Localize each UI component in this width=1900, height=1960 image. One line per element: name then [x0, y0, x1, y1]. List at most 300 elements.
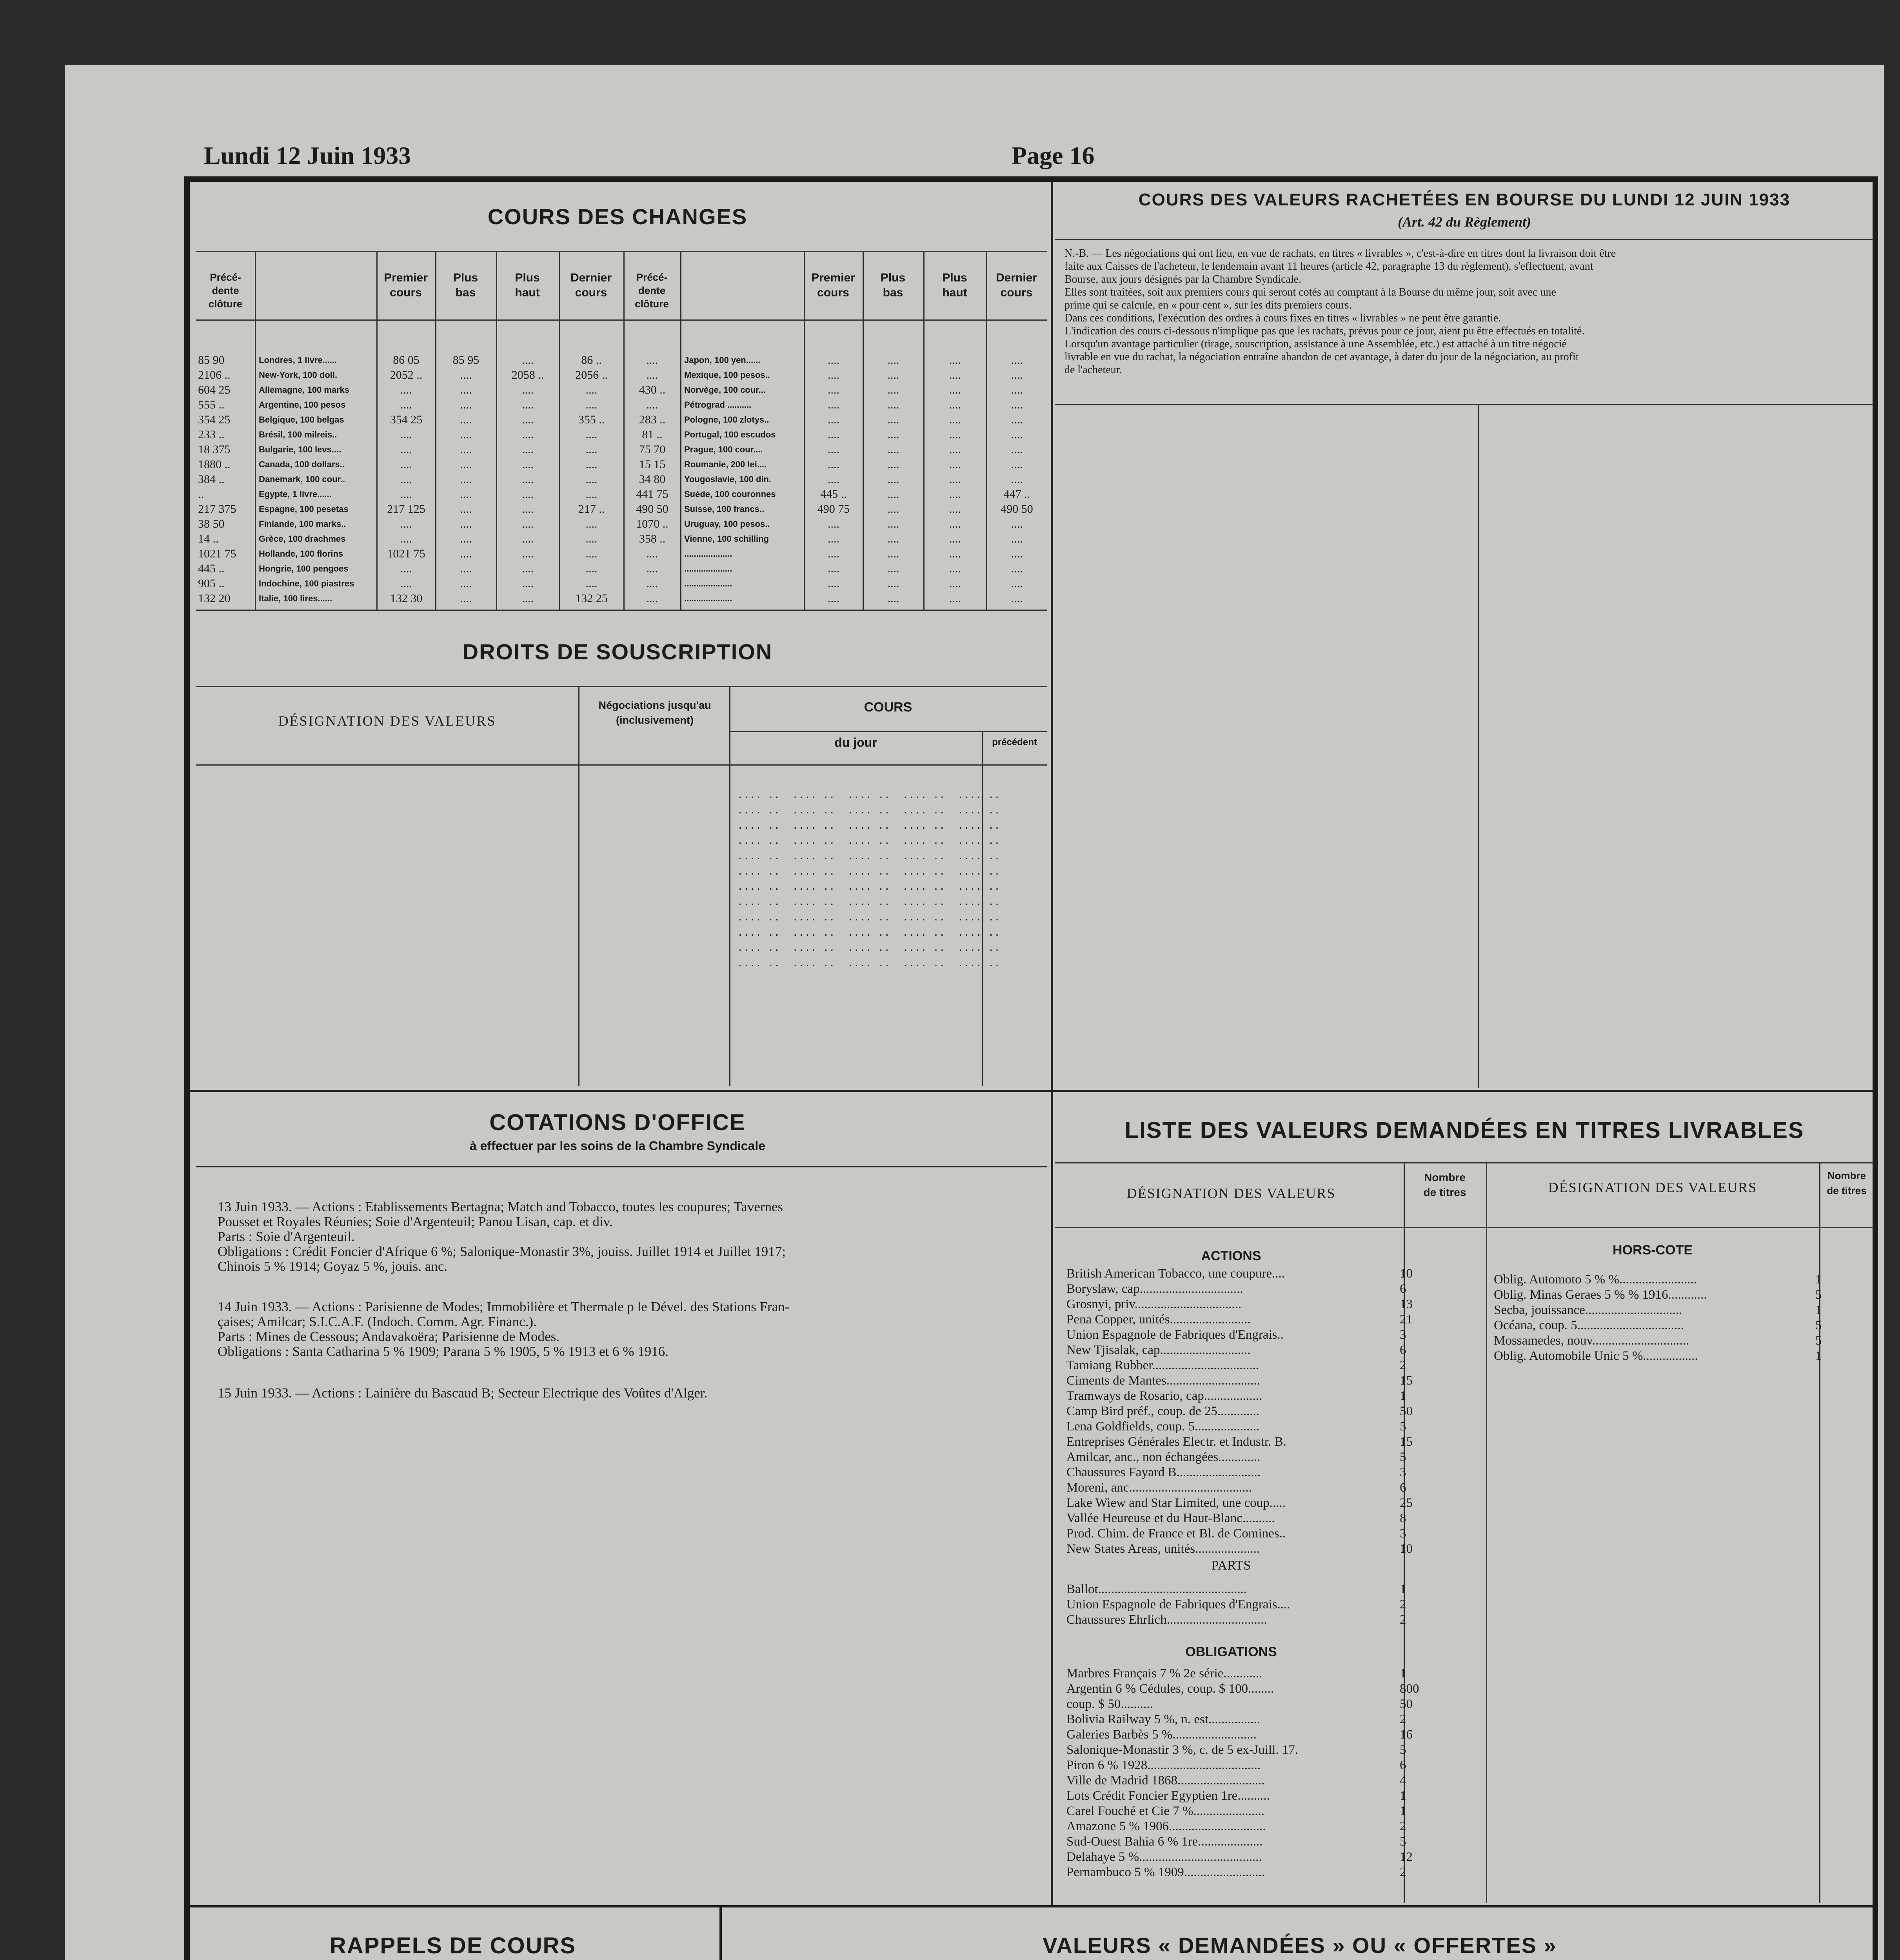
- table-row: [1066, 1450, 1404, 1465]
- row-label: Vallée Heureuse et du Haut-Blanc..........: [1066, 1511, 1275, 1525]
- text-line: ....: [400, 383, 412, 396]
- text-line: ....: [949, 547, 961, 560]
- text-line: ....: [585, 473, 598, 486]
- text-line: ....: [460, 383, 472, 396]
- row-label: Secba, jouissance..............................: [1494, 1303, 1682, 1317]
- text-line: Parts : Mines de Cessous; Andavakoëra; Parisienne de Modes.: [218, 1329, 559, 1344]
- text-line: Danemark, 100 cour..: [259, 474, 345, 484]
- text-line: 2052 ..: [390, 368, 423, 381]
- text-line: ....: [522, 517, 534, 530]
- text-line: 355 ..: [578, 413, 605, 426]
- row-label: Lots Crédit Foncier Egyptien 1re..........: [1066, 1789, 1270, 1803]
- text-line: Suisse, 100 francs..: [684, 504, 765, 514]
- text-line: ....: [887, 368, 899, 381]
- text-line: ....: [646, 562, 658, 575]
- text-line: Japon, 100 yen......: [684, 355, 761, 365]
- text-line: ....: [1011, 592, 1023, 605]
- table-row: [1494, 1272, 1822, 1287]
- text-line: ....: [400, 517, 412, 530]
- text-line: ....................: [684, 579, 732, 588]
- text-line: ....: [887, 577, 899, 590]
- text-line: Vienne, 100 schilling: [684, 534, 769, 544]
- text-line: ....: [522, 398, 534, 411]
- cotations-para-1: [218, 1200, 1041, 1274]
- text-line: ....: [460, 562, 472, 575]
- text-line: ....: [400, 473, 412, 486]
- changes-left-prec: [198, 353, 253, 606]
- text-line: ....: [400, 488, 412, 501]
- text-line: ....: [828, 443, 839, 456]
- table-row: [1066, 1266, 1413, 1281]
- row-label: British American Tobacco, une coupure....: [1066, 1267, 1285, 1281]
- header-prec: Précé- dente clôture: [208, 271, 243, 310]
- text-line: Yougoslavie, 100 din.: [684, 474, 772, 484]
- table-row: [1066, 1865, 1404, 1880]
- section-divider: [187, 1090, 1873, 1092]
- table-row: [1066, 1495, 1413, 1511]
- text-line: Hollande, 100 florins: [259, 549, 343, 559]
- text-line: ....: [522, 354, 534, 367]
- cotations-para-3: [218, 1386, 1041, 1401]
- text-line: ....: [522, 592, 534, 605]
- rachetees-note: [1064, 247, 1872, 376]
- text-line: ....: [828, 547, 839, 560]
- rappels-title: RAPPELS DE COURS: [329, 1933, 576, 1958]
- text-line: ....: [887, 488, 899, 501]
- text-line: 2056 ..: [575, 368, 608, 381]
- text-line: ....: [887, 592, 899, 605]
- changes-title: COURS DES CHANGES: [487, 204, 748, 229]
- text-line: çaises; Amilcar; S.I.C.A.F. (Indoch. Comm. Agr. Financ.).: [218, 1314, 537, 1329]
- row-value: 8: [1400, 1511, 1406, 1525]
- row-value: 6: [1400, 1282, 1406, 1296]
- text-line: 81 ..: [642, 428, 663, 441]
- row-value: 2: [1400, 1597, 1406, 1612]
- row-value: 21: [1400, 1312, 1413, 1327]
- table-row: [1066, 1281, 1404, 1297]
- cotations-subtitle: à effectuer par les soins de la Chambre Syndicale: [469, 1139, 766, 1153]
- text-line: ....: [460, 592, 472, 605]
- text-line: ....: [949, 577, 961, 590]
- text-line: ....: [949, 428, 961, 441]
- text-line: ....: [1011, 368, 1023, 381]
- text-line: 354 25: [198, 413, 231, 426]
- row-label: Galeries Barbès 5 %..........................: [1066, 1728, 1257, 1742]
- text-line: ....: [400, 458, 412, 471]
- header-plus-haut: Plus haut: [515, 271, 540, 299]
- text-line: Espagne, 100 pesetas: [259, 504, 349, 514]
- text-line: ....: [949, 503, 961, 515]
- table-row: [1066, 1434, 1413, 1450]
- text-line: ....: [949, 368, 961, 381]
- text-line: 2106 ..: [198, 368, 231, 381]
- header-dernier-right: Dernier cours: [995, 271, 1037, 299]
- row-value: 4: [1400, 1773, 1406, 1788]
- row-value: 15: [1400, 1374, 1413, 1388]
- text-line: ....: [887, 473, 899, 486]
- header-du-jour: du jour: [834, 735, 877, 750]
- text-line: ....: [828, 532, 839, 545]
- row-label: Tramways de Rosario, cap..................: [1066, 1389, 1262, 1403]
- text-line: ....: [522, 562, 534, 575]
- text-line: prime qui se calcule, en « pour cent », sur les dits premiers cours.: [1064, 299, 1352, 311]
- text-line: ....: [646, 592, 658, 605]
- text-line: Dans ces conditions, l'exécution des ordres à cours fixes en titres « livrables » ne peut être garantie.: [1064, 312, 1501, 324]
- text-line: 447 ..: [1003, 488, 1030, 501]
- text-line: 430 ..: [639, 383, 666, 396]
- row-value: 13: [1400, 1297, 1413, 1311]
- text-line: ....................: [684, 593, 732, 603]
- text-line: ....: [1011, 473, 1023, 486]
- row-label: Chaussures Ehrlich...............................: [1066, 1613, 1267, 1627]
- row-label: Pena Copper, unités.........................: [1066, 1312, 1251, 1327]
- changes-right-premier: [805, 353, 863, 606]
- text-line: 14 Juin 1933. — Actions : Parisienne de Modes; Immobilière et Thermale p le Dével. des Stations Fran-: [218, 1299, 790, 1314]
- text-line: 38 50: [198, 517, 225, 530]
- text-line: ....: [585, 547, 598, 560]
- text-line: ....: [828, 592, 839, 605]
- row-label: Amilcar, anc., non échangées.............: [1066, 1450, 1261, 1464]
- text-line: 445 ..: [820, 488, 847, 501]
- row-label: Océana, coup. 5.................................: [1494, 1318, 1684, 1332]
- livrables-obligations: [1066, 1666, 1419, 1880]
- text-line: ....: [522, 458, 534, 471]
- row-value: 50: [1400, 1697, 1413, 1711]
- text-line: 555 ..: [198, 398, 225, 411]
- text-line: ....: [585, 577, 598, 590]
- row-label: Marbres Français 7 % 2e série............: [1066, 1666, 1262, 1681]
- row-label: Boryslaw, cap................................: [1066, 1282, 1243, 1296]
- row-label: Delahaye 5 %......................................: [1066, 1850, 1262, 1864]
- text-line: 233 ..: [198, 428, 225, 441]
- livrables-title: LISTE DES VALEURS DEMANDÉES EN TITRES LIVRABLES: [1124, 1118, 1804, 1143]
- row-label: Tamiang Rubber.................................: [1066, 1358, 1259, 1372]
- row-value: 2: [1400, 1819, 1406, 1833]
- table-row: [1494, 1303, 1822, 1318]
- header-designation: DÉSIGNATION DES VALEURS: [1126, 1185, 1336, 1201]
- text-line: ....: [1011, 428, 1023, 441]
- text-line: ....: [828, 562, 839, 575]
- row-label: Ciments de Mantes.............................: [1066, 1374, 1261, 1388]
- section-divider: [187, 1905, 1873, 1907]
- text-line: ....: [585, 428, 598, 441]
- hors-cote-label: HORS-COTE: [1613, 1243, 1693, 1258]
- text-line: ....................: [684, 564, 732, 573]
- text-line: ....: [646, 547, 658, 560]
- header-plus-bas: Plus bas: [453, 271, 478, 299]
- column-divider: [719, 1907, 722, 1960]
- text-line: ....: [949, 458, 961, 471]
- row-value: 10: [1400, 1267, 1413, 1281]
- text-line: 1021 75: [198, 547, 236, 560]
- text-line: Bulgarie, 100 levs....: [259, 445, 341, 454]
- text-line: ....: [828, 428, 839, 441]
- table-row: [1066, 1297, 1413, 1312]
- text-line: ....: [400, 577, 412, 590]
- text-line: livrable en vue du rachat, la négociation entraîne abandon de cet avantage, à dater du jour de la négociation, au profit: [1064, 351, 1579, 363]
- row-label: Sud-Ouest Bahia 6 % 1re....................: [1066, 1835, 1263, 1849]
- changes-left-bas: [436, 353, 496, 606]
- text-line: ....: [460, 428, 472, 441]
- row-label: coup. $ 50..........: [1066, 1697, 1153, 1711]
- changes-right-dernier: [987, 353, 1047, 606]
- rachetees-title: COURS DES VALEURS RACHETÉES EN BOURSE DU LUNDI 12 JUIN 1933: [1138, 190, 1791, 209]
- text-line: Pologne, 100 zlotys..: [684, 415, 769, 425]
- header-designation-2: DÉSIGNATION DES VALEURS: [1548, 1180, 1757, 1195]
- table-row: [1066, 1582, 1404, 1597]
- text-line: ....: [585, 532, 598, 545]
- text-line: ....: [949, 488, 961, 501]
- text-line: ....: [949, 562, 961, 575]
- text-line: 18 375: [198, 443, 231, 456]
- text-line: 15 Juin 1933. — Actions : Lainière du Bascaud B; Secteur Electrique des Voûtes d'Alger.: [218, 1385, 708, 1401]
- text-line: Hongrie, 100 pengoes: [259, 564, 349, 573]
- text-line: ....: [460, 458, 472, 471]
- demandees-title: VALEURS « DEMANDÉES » OU « OFFERTES »: [1043, 1933, 1557, 1958]
- obligations-label: OBLIGATIONS: [1185, 1644, 1277, 1659]
- table-row: [1066, 1388, 1404, 1404]
- text-line: Parts : Soie d'Argenteuil.: [218, 1229, 355, 1244]
- text-line: 132 30: [390, 592, 423, 605]
- text-line: ....: [646, 577, 658, 590]
- text-line: Brésil, 100 milreis..: [259, 430, 337, 439]
- text-line: 85 90: [198, 354, 225, 367]
- changes-left-names: [259, 353, 374, 606]
- text-line: ....: [949, 354, 961, 367]
- row-label: Pernambuco 5 % 1909.........................: [1066, 1865, 1265, 1879]
- text-line: 1021 75: [387, 547, 425, 560]
- text-line: ....: [887, 503, 899, 515]
- text-line: Pétrograd ..........: [684, 400, 752, 410]
- text-line: 354 25: [390, 413, 423, 426]
- text-line: ....: [646, 354, 658, 367]
- text-line: ....: [828, 383, 839, 396]
- table-row: [1494, 1318, 1822, 1333]
- header-cours: COURS: [864, 700, 912, 715]
- row-label: New Tjisalak, cap............................: [1066, 1343, 1251, 1357]
- changes-left-haut: [497, 353, 559, 606]
- changes-right-prec: [624, 353, 680, 606]
- text-line: Egypte, 1 livre......: [259, 489, 332, 499]
- row-label: Entreprises Générales Electr. et Industr. B.: [1066, 1435, 1286, 1449]
- livrables-actions: [1066, 1266, 1413, 1557]
- row-label: Union Espagnole de Fabriques d'Engrais....: [1066, 1597, 1290, 1612]
- cotations-title: COTATIONS D'OFFICE: [489, 1110, 746, 1135]
- text-line: Londres, 1 livre......: [259, 355, 337, 365]
- row-value: 1: [1815, 1349, 1822, 1363]
- row-label: Ballot..............................................: [1066, 1582, 1247, 1596]
- table-row: [1066, 1465, 1404, 1480]
- text-line: 75 70: [639, 443, 666, 456]
- text-line: Obligations : Santa Catharina 5 % 1909; Parana 5 % 1905, 5 % 1913 et 6 % 1916.: [218, 1344, 668, 1359]
- text-line: ....: [1011, 443, 1023, 456]
- row-value: 5: [1400, 1835, 1406, 1849]
- changes-right-haut: [924, 353, 986, 606]
- text-line: 905 ..: [198, 577, 225, 590]
- row-label: Ville de Madrid 1868...........................: [1066, 1773, 1265, 1788]
- row-label: Camp Bird préf., coup. de 25.............: [1066, 1404, 1260, 1418]
- column-divider: [1051, 178, 1053, 1907]
- livrables-hors-cote: [1494, 1272, 1822, 1364]
- row-label: Oblig. Automoto 5 % %........................: [1494, 1272, 1697, 1287]
- table-row: [1066, 1511, 1404, 1526]
- table-row: [1066, 1480, 1404, 1495]
- text-line: ....: [949, 398, 961, 411]
- table-row: [1066, 1849, 1413, 1865]
- text-line: ....: [522, 488, 534, 501]
- text-line: Allemagne, 100 marks: [259, 385, 350, 395]
- text-line: Belgique, 100 belgas: [259, 415, 344, 425]
- text-line: ....: [887, 458, 899, 471]
- text-line: 384 ..: [198, 473, 225, 486]
- text-line: ....: [522, 503, 534, 515]
- table-row: [1066, 1819, 1404, 1834]
- text-line: ....: [1011, 577, 1023, 590]
- text-line: ....: [1011, 517, 1023, 530]
- text-line: ....: [887, 398, 899, 411]
- text-line: ....: [1011, 413, 1023, 426]
- text-line: ....: [460, 443, 472, 456]
- text-line: Roumanie, 200 lei....: [684, 459, 767, 469]
- text-line: N.-B. — Les négociations qui ont lieu, en vue de rachats, en titres « livrables », c'est-à-dire en titres dont la livraison doit être: [1064, 247, 1616, 260]
- text-line: Bourse, aux jours désignés par la Chambre Syndicale.: [1064, 273, 1302, 285]
- row-value: 16: [1400, 1728, 1413, 1742]
- text-line: ....: [828, 577, 839, 590]
- rachetees-subtitle: (Art. 42 du Règlement): [1398, 214, 1531, 230]
- header-prec-right: Précé- dente clôture: [635, 271, 669, 310]
- header-negociations: Négociations jusqu'au (inclusivement): [598, 699, 711, 726]
- row-label: New States Areas, unités....................: [1066, 1542, 1260, 1556]
- row-value: 2: [1400, 1865, 1406, 1879]
- text-line: ....: [460, 368, 472, 381]
- row-value: 3: [1400, 1526, 1406, 1541]
- text-line: ....: [460, 517, 472, 530]
- row-label: Chaussures Fayard B..........................: [1066, 1465, 1261, 1479]
- text-line: Finlande, 100 marks..: [259, 519, 346, 529]
- text-line: Grèce, 100 drachmes: [259, 534, 346, 544]
- actions-label: ACTIONS: [1201, 1249, 1261, 1263]
- row-value: 2: [1400, 1613, 1406, 1627]
- text-line: ....: [585, 517, 598, 530]
- text-line: 217 375: [198, 503, 236, 515]
- table-row: [1066, 1834, 1404, 1849]
- row-label: Argentin 6 % Cédules, coup. $ 100........: [1066, 1682, 1274, 1696]
- text-line: 441 75: [636, 488, 668, 501]
- row-value: 800: [1400, 1682, 1419, 1696]
- text-line: ....: [585, 562, 598, 575]
- page-date: Lundi 12 Juin 1933: [204, 142, 411, 169]
- header-premier-right: Premier cours: [811, 271, 855, 299]
- row-label: Piron 6 % 1928...................................: [1066, 1758, 1261, 1772]
- row-label: Union Espagnole de Fabriques d'Engrais..: [1066, 1328, 1284, 1342]
- text-line: Chinois 5 % 1914; Goyaz 5 %, jouis. anc.: [218, 1259, 448, 1274]
- table-row: [1066, 1597, 1404, 1612]
- row-value: 2: [1400, 1358, 1406, 1372]
- table-row: [1066, 1419, 1404, 1434]
- row-value: 5: [1815, 1318, 1822, 1332]
- text-line: ....: [400, 532, 412, 545]
- text-line: 1880 ..: [198, 458, 231, 471]
- text-line: ....: [1011, 354, 1023, 367]
- row-value: 12: [1400, 1850, 1413, 1864]
- header-precedent: précédent: [992, 737, 1037, 748]
- row-value: 6: [1400, 1481, 1406, 1495]
- text-line: Argentine, 100 pesos: [259, 400, 346, 410]
- row-value: 1: [1815, 1303, 1822, 1317]
- empty-dot-leaders: .... .. .... .. .... .. .... .. .... .. .... .. .... .. .... .. .... .. .... .. .... .. .... .. .... .. .... .. .... .. .... .. .... .. .... .. .... .. .... .. .... .. .... .. .... .. .... .. .... .. .... .. .... .. .... .. .... .. .... .. .... .. .... .. .... .. .... .. .... .. .... .. .... .. .... .. .... .. .... .. .... .. .... .. .... .. .... .. .... .. .... .. .... .. .... .. .... .. .... .. .... .. .... .. .... .. .... .. .... .. .... .. .... .. .... .. .... .. .... ..: [737, 789, 1000, 969]
- text-line: 490 75: [817, 503, 850, 515]
- text-line: Elles sont traitées, soit aux premiers cours qui seront cotés au comptant à la Bourse du même jour, soit avec une: [1064, 286, 1556, 298]
- header-dernier: Dernier cours: [570, 271, 612, 299]
- text-line: ....: [460, 488, 472, 501]
- text-line: ....: [400, 428, 412, 441]
- text-line: Portugal, 100 escudos: [684, 430, 776, 439]
- text-line: ....: [585, 443, 598, 456]
- text-line: ....: [585, 383, 598, 396]
- cotations-para-2: [218, 1299, 1041, 1359]
- text-line: ....: [460, 547, 472, 560]
- table-row: [1494, 1287, 1822, 1303]
- text-line: 132 25: [575, 592, 608, 605]
- text-line: Italie, 100 lires......: [259, 593, 332, 603]
- text-line: Mexique, 100 pesos..: [684, 370, 770, 380]
- changes-right-bas: [863, 353, 923, 606]
- text-line: de l'acheteur.: [1064, 364, 1122, 376]
- text-line: ....: [887, 413, 899, 426]
- text-line: ....: [460, 398, 472, 411]
- table-row: [1066, 1773, 1404, 1788]
- row-label: Amazone 5 % 1906..............................: [1066, 1819, 1266, 1833]
- text-line: 13 Juin 1933. — Actions : Etablissements Bertagna; Match and Tobacco, toutes les coupures; Tavernes: [218, 1199, 783, 1214]
- row-label: Lake Wiew and Star Limited, une coup.....: [1066, 1496, 1286, 1510]
- text-line: Canada, 100 dollars..: [259, 459, 345, 469]
- text-line: ....: [460, 503, 472, 515]
- text-line: ....: [828, 354, 839, 367]
- table-row: [1066, 1612, 1404, 1628]
- text-line: ....: [949, 473, 961, 486]
- text-line: Suède, 100 couronnes: [684, 489, 776, 499]
- row-label: Mossamedes, nouv..............................: [1494, 1334, 1689, 1348]
- table-row: [1066, 1404, 1413, 1419]
- text-line: 86 ..: [581, 354, 602, 367]
- changes-right-names: [684, 353, 802, 606]
- text-line: ....: [522, 443, 534, 456]
- page-number: Page 16: [1012, 142, 1095, 169]
- text-line: 358 ..: [639, 532, 666, 545]
- text-line: ....: [522, 532, 534, 545]
- row-value: 6: [1400, 1343, 1406, 1357]
- row-value: 5: [1400, 1450, 1406, 1464]
- text-line: Prague, 100 cour....: [684, 445, 763, 454]
- row-value: 5: [1400, 1419, 1406, 1434]
- header-nombre: Nombre de titres: [1423, 1171, 1466, 1198]
- text-line: ....: [949, 517, 961, 530]
- text-line: ....: [460, 532, 472, 545]
- text-line: ....: [949, 443, 961, 456]
- table-row: [1066, 1727, 1413, 1742]
- text-line: 217 125: [387, 503, 425, 515]
- text-line: ....: [522, 413, 534, 426]
- text-line: Indochine, 100 piastres: [259, 579, 354, 588]
- text-line: 15 15: [639, 458, 666, 471]
- text-line: L'indication des cours ci-dessous n'implique pas que les rachats, prévus pour ce jour, aient pu être effectués en totalité.: [1064, 325, 1585, 337]
- souscription-title: DROITS DE SOUSCRIPTION: [462, 639, 773, 664]
- row-label: Moreni, anc......................................: [1066, 1481, 1252, 1495]
- text-line: 2058 ..: [511, 368, 544, 381]
- text-line: 132 20: [198, 592, 231, 605]
- text-line: ....: [460, 577, 472, 590]
- text-line: ....: [646, 368, 658, 381]
